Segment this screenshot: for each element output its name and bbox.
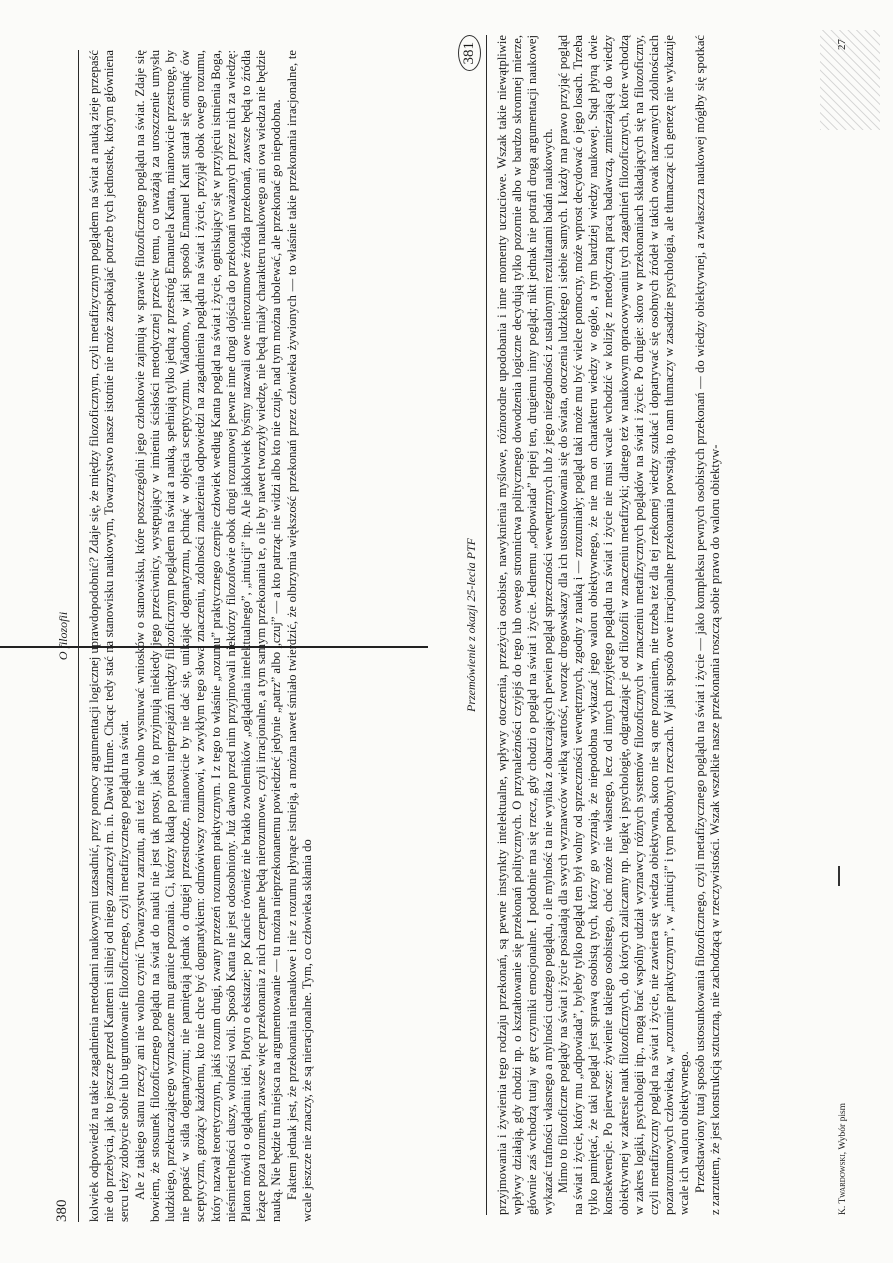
right-page-body (495, 35, 723, 1215)
left-page (52, 50, 404, 1222)
left-page-header (52, 50, 79, 1222)
right-page (460, 35, 850, 1215)
running-head: O filozofii (56, 611, 70, 661)
page-footer (838, 35, 848, 1215)
left-page-body (87, 50, 315, 1222)
paragraph: Faktem jednak jest, że przekonania nienaukowe i nie z rozumu płynące istnieją, a można nawet śmiało twierdzić, że olbrzymia większość przekonań przez człowieka żywionych — to właśnie takie przekonania irracjonalne, te wcale jeszcze nie znaczy, że są nieracjonalne. Tym, co człowieka skłania do (284, 50, 314, 1222)
footer-author: K. Twardowski, (838, 1151, 848, 1215)
signature-mark: 27 (836, 39, 848, 50)
paragraph: Ale z takiego stanu rzeczy ani nie wolno czynić Towarzystwu zarzutu, ani też nie wolno wysnuwać wniosków o stanowisku, które poszczególni jego członkowie zajmują w sprawie filozoficznego poglądu na świat. Zdaje się bowiem, że stosunek filozoficznego poglądu na świat do nauki nie jest tak prosty, jak to przyjmują niekiedy jego przeciwnicy, występujący w imieniu ścisłości metodycznej przeciw temu, co uważają za uroszczenie umysłu ludzkiego, przekraczającego wyznaczone mu granice poznania. Ci, którzy kładą po prostu nieprzejaźń między filozoficznym poglądem na świat a nauką, spełniają tylko jedną z przestróg Emanuela Kanta, mianowicie przestrogę, by nie popaść w sidła dogmatyzmu; nie pamiętają jednak o drugiej przestrodze, mianowicie by nie dać się, unikając dogmatyzmu, pchnąć w objęcia sceptycyzmu. Wiadomo, w jaki sposób Emanuel Kant starał się ominąć ów sceptycyzm, grożący każdemu, kto nie chce być dogmatykiem: odmówiwszy rozumowi, w zwykłym tego słowa znaczeniu, zdolności znalezienia odpowiedzi na zagadnienia poglądu na świat i życie, przyjął obok owego rozumu, który nazwał teoretycznym, jakiś rozum drugi, zwany przezeń rozumem praktycznym. I z tego to właśnie „rozumu” praktycznego czerpie człowiek według Kanta pogląd na świat i życie, ogniskujący się w przyjęciu istnienia Boga, nieśmiertelności duszy, wolności woli. Sposób Kanta nie jest odosobniony. Już dawno przed nim przyjmowali niektórzy filozofowie obok drogi rozumowej pewne inne drogi dojścia do przekonań uważanych przez nich za wiedzę: Platon mówił o oglądaniu idei, Plotyn o ekstazie; po Kancie również nie brakło zwolenników „oglądania intelektualnego”, „intuicji” itp. Ale jakkolwiek byśmy nazwali owe nierozumowe źródła przekonań, zawsze będą to źródła leżące poza rozumem, zawsze więc przekonania z nich czerpane będą nierozumowe, czyli irracjonalne, a tym samym przekonania te, o ile by nawet tworzyły wiedzę, nie będą miały charakteru naukowego ani owa wiedza nie będzie nauką. Nie będzie tu miejsca na argumentowanie — tu można nieprzekonanemu powiedzieć jedynie „patrz” albo „czuj” — a kto patrząc nie widzi albo kto nie czuje, nad tym można ubolewać, ale przekonać go niepodobna. (132, 50, 284, 1222)
running-head: Przemówienie z okazji 25-lecia PTF (464, 538, 478, 712)
paragraph: Przedstawiony tutaj sposób ustosunkowania filozoficznego, czyli metafizycznego poglądu na świat i życie — jako kompleksu pewnych osobistych przekonań — do wiedzy obiektywnej, a zwłaszcza naukowej mógłby się spotkać z zarzutem, że jest konstrukcją sztuczną, nie zachodzącą w rzeczywistości. Wszak wszelkie nasze przekonania roszczą sobie prawo do waloru obiektyw- (692, 35, 722, 1215)
paragraph: kolwiek odpowiedź na takie zagadnienia metodami naukowymi uzasadnić, przy pomocy argumentacji logicznej uprawdopodobnić? Zdaje się, że między filozoficznym, czyli metafizycznym poglądem na świat a nauką zieje przepaść nie do przebycia, jak to jeszcze przed Kantem i silniej od niego zaznaczył m. in. Dawid Hume. Chcąc tedy stać na stanowisku naukowym, Towarzystwo nasze istotnie nie może zaspokajać potrzeb tych jednostek, którym główniena sercu leży zdobycie sobie lub ugruntowanie filozoficznego, czyli metafizycznego poglądu na świat. (87, 50, 132, 1222)
footer-book-title: Wybór pism (838, 1102, 848, 1150)
page-number: 381 (458, 35, 481, 72)
paragraph: przyjmowania i żywienia tego rodzaju przekonań, są pewne instynkty intelektualne, wpływy otoczenia, przeżycia osobiste, nawyknienia myślowe, różnorodne upodobania i inne momenty uczuciowe. Wszak takie niewątpliwie wpływy działają, gdy chodzi np. o kształtowanie się przekonań politycznych. O przynależności czyjejś do tego lub owego stronnictwa politycznego dowodzenia logiczne decydują tylko pozornie albo w bardzo skromnej mierze, głównie zaś wchodzą tutaj w grę czynniki emocjonalne. I podobnie ma się rzecz, gdy chodzi o pogląd na świat i życie. Jednemu „odpowiada” lepiej ten, drugiemu inny pogląd; nikt jednak nie potrafi drogą argumentacji naukowej wykazać trafności własnego a mylności cudzego poglądu, o ile mylność ta nie wynika z obarczających pewien pogląd sprzeczności wewnętrznych lub z jego niezgodności z ustalonymi rezultatami badań naukowych. (495, 35, 555, 1215)
right-page-header (460, 35, 487, 1215)
paragraph: Mimo to filozoficzne poglądy na świat i życie posiadają dla swych wyznawców wielką wartość, tworząc drogowskazy dla ich ustosunkowania się do świata, otoczenia ludzkiego i siebie samych. I każdy ma prawo przyjąć pogląd na świat i życie, który mu „odpowiada”, byleby tylko pogląd ten był wolny od sprzeczności wewnętrznych, zgodny z nauką i — zrozumiały; pogląd taki może mu być wielce pomocny, może wprost decydować o jego losach. Trzeba tylko pamiętać, że taki pogląd jest sprawą osobistą tych, którzy go wyznają, że niepodobna wykazać jego waloru obiektywnego, że nie ma on charakteru wiedzy w ogóle, a tym bardziej wiedzy naukowej. Stąd płyną dwie konsekwencje. Po pierwsze: żywienie takiego osobistego, choć może nie własnego, lecz od innych przyjętego poglądu na świat i życie nie musi wcale wchodzić w kolizję z metodyczną pracą badawczą, zmierzającą do wiedzy obiektywnej w zakresie nauk filozoficznych, do których zaliczamy np. logikę i psychologię, odgradzając je od filozofii w znaczeniu metafizyki; dlatego też w naukowym opracowywaniu tych zagadnień filozoficznych, które wchodzą w zakres logiki, psychologii itp., mogą brać wspólny udział wyznawcy różnych systemów filozoficznych w znaczeniu metafizycznych poglądów na świat i życie. Po drugie: skoro w przekonaniach składających się na filozoficzny, czyli metafizyczny pogląd na świat i życie, nie zawiera się wiedza obiektywna, skoro nie są one poznaniem, nie trzeba też dla tej rzekomej wiedzy szukać i dopatrywać się osobnych źródeł w takich owak nazwanych zdolnościach pozarozumowych człowieka, w „rozumie praktycznym”, w „intuicji” i tym podobnych rzeczach. W jaki sposób owe irracjonalne przekonania powstają, to nam tłumaczy w zasadzie psychologia, ale tłumacząc ich genezę nie wykazuje wcale ich waloru obiektywnego. (555, 35, 692, 1215)
page-number: 380 (54, 1199, 70, 1222)
